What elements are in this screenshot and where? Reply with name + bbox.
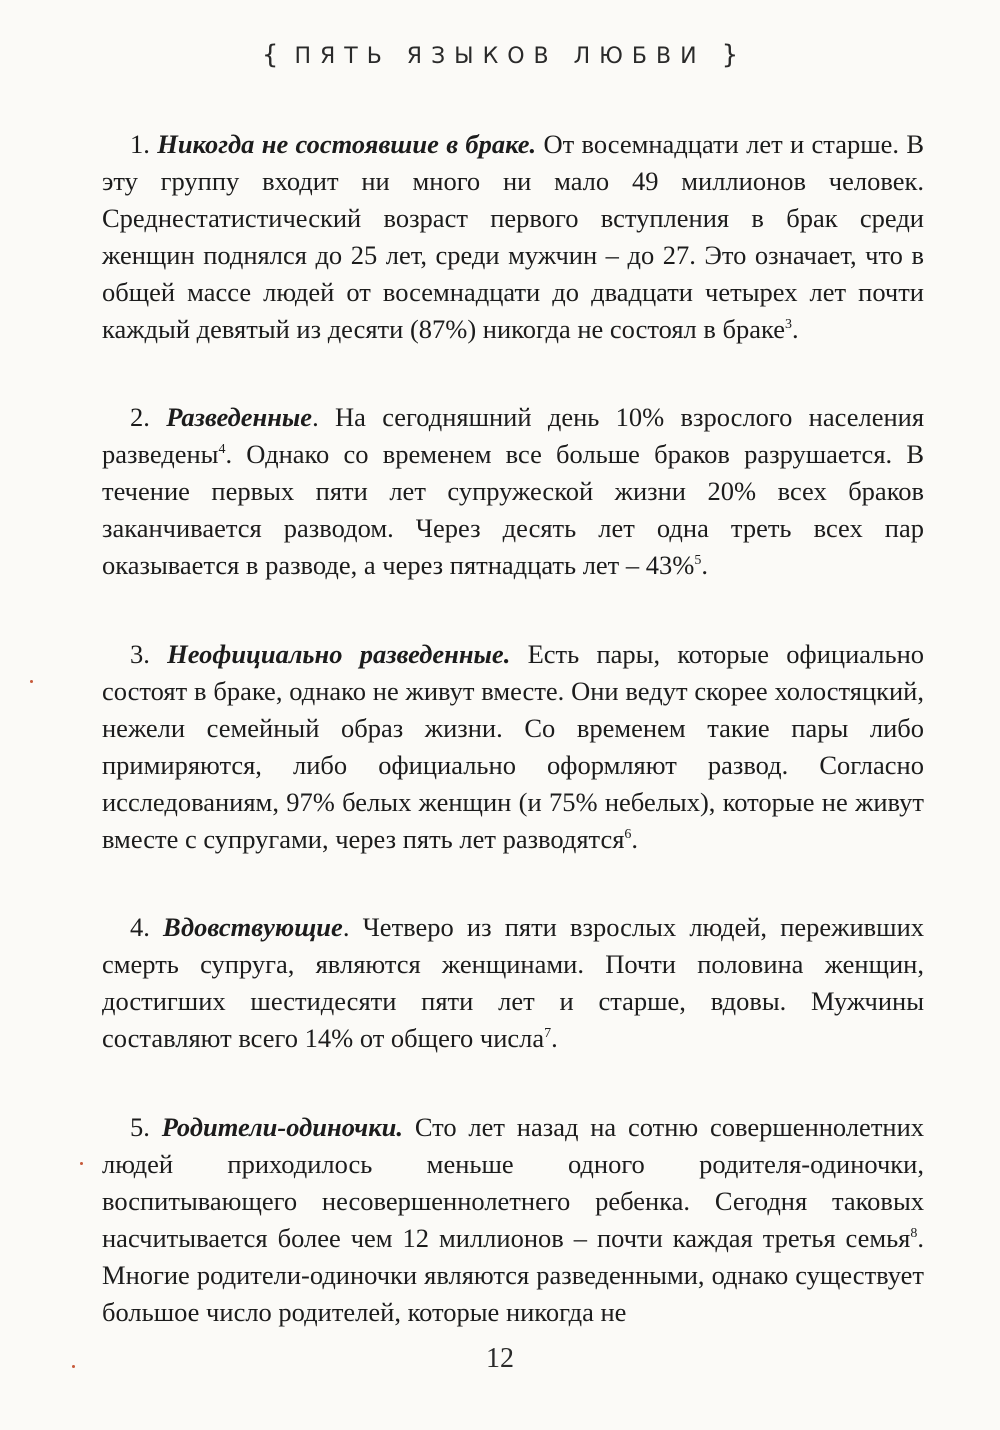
footnote-marker: 8 <box>910 1225 918 1241</box>
print-speck <box>72 1365 75 1368</box>
paragraph-number: 4. <box>130 912 150 943</box>
footnote-marker: 6 <box>624 826 632 842</box>
paragraph-term: Вдовствующие <box>163 912 343 943</box>
paragraph-tail: . <box>791 313 799 344</box>
print-speck <box>80 1162 83 1165</box>
paragraph-never-married <box>102 126 924 347</box>
running-header <box>0 40 1000 70</box>
print-speck <box>30 680 33 683</box>
paragraph-separated <box>102 636 924 857</box>
footnote-marker: 5 <box>694 553 702 569</box>
paragraph-text: . На сегодняшний день 10% взрослого населения разведены <box>102 402 925 470</box>
paragraph-term: Родители-одиночки. <box>161 1112 403 1143</box>
header-close-brace: } <box>721 40 739 70</box>
header-open-brace: { <box>261 40 279 70</box>
paragraph-text-continued: . Однако со временем все больше браков разрушается. В течение первых пяти лет супружеской жизни 20% всех браков заканчивается разводом. Через десять лет одна треть всех пар оказывается в разводе, а через пятнадцать лет – 43% <box>102 439 924 581</box>
paragraph-term: Неофициально разведенные. <box>167 638 511 669</box>
paragraph-tail: . <box>631 823 639 854</box>
paragraph-text-continued: . Многие родители-одиночки являются разведенными, однако существует большое число родителей, которые никогда не <box>102 1222 924 1327</box>
paragraph-text: Сто лет назад на сотню совершеннолетних людей приходилось меньше одного родителя-одиночки, воспитывающего несовершеннолетнего ребенка. Сегодня таковых насчитывается более чем 12 миллионов – почти каждая третья семья <box>102 1112 925 1253</box>
paragraph-single-parents <box>102 1109 924 1330</box>
paragraph-number: 5. <box>130 1112 150 1143</box>
paragraph-text: Есть пары, которые официально состоят в браке, однако не живут вместе. Они ведут скорее холостяцкий, нежели семейный образ жизни. Со временем такие пары либо примиряются, либо официально оформляют развод. Согласно исследованиям, 97% белых женщин (и 75% небелых), которые не живут вместе с супругами, через пять лет разводятся <box>102 638 924 854</box>
paragraph-number: 3. <box>130 638 150 669</box>
footnote-marker: 7 <box>544 1026 552 1042</box>
paragraph-divorced <box>102 399 924 584</box>
paragraph-widowed <box>102 909 924 1057</box>
footnote-marker: 3 <box>784 316 792 332</box>
paragraph-number: 2. <box>130 402 150 433</box>
paragraph-number: 1. <box>130 129 150 159</box>
book-title: ПЯТЬ ЯЗЫКОВ ЛЮБВИ <box>294 44 706 69</box>
paragraph-text: От восемнадцати лет и старше. В эту группу входит ни много ни мало 49 миллионов человек. Среднестатистический возраст первого вступления в брак среди женщин поднялся до 25 лет, среди мужчин – до 27. Это означает, что в общей массе людей от восемнадцати до двадцати четырех лет почти каждый девятый из десяти (87%) никогда не состоял в браке <box>102 129 924 344</box>
paragraph-term: Разведенные <box>166 402 313 433</box>
paragraph-tail: . <box>551 1023 558 1054</box>
paragraph-text: . Четверо из пяти взрослых людей, переживших смерть супруга, являются женщинами. Почти половина женщин, достигших шестидесяти пяти лет и старше, вдовы. Мужчины составляют всего 14% от общего числа <box>102 912 925 1054</box>
paragraph-term: Никогда не состоявшие в браке. <box>157 129 537 159</box>
paragraph-tail: . <box>701 550 708 581</box>
page-number: 12 <box>486 1343 514 1374</box>
page-body <box>102 126 924 1382</box>
footnote-marker: 4 <box>218 442 226 458</box>
